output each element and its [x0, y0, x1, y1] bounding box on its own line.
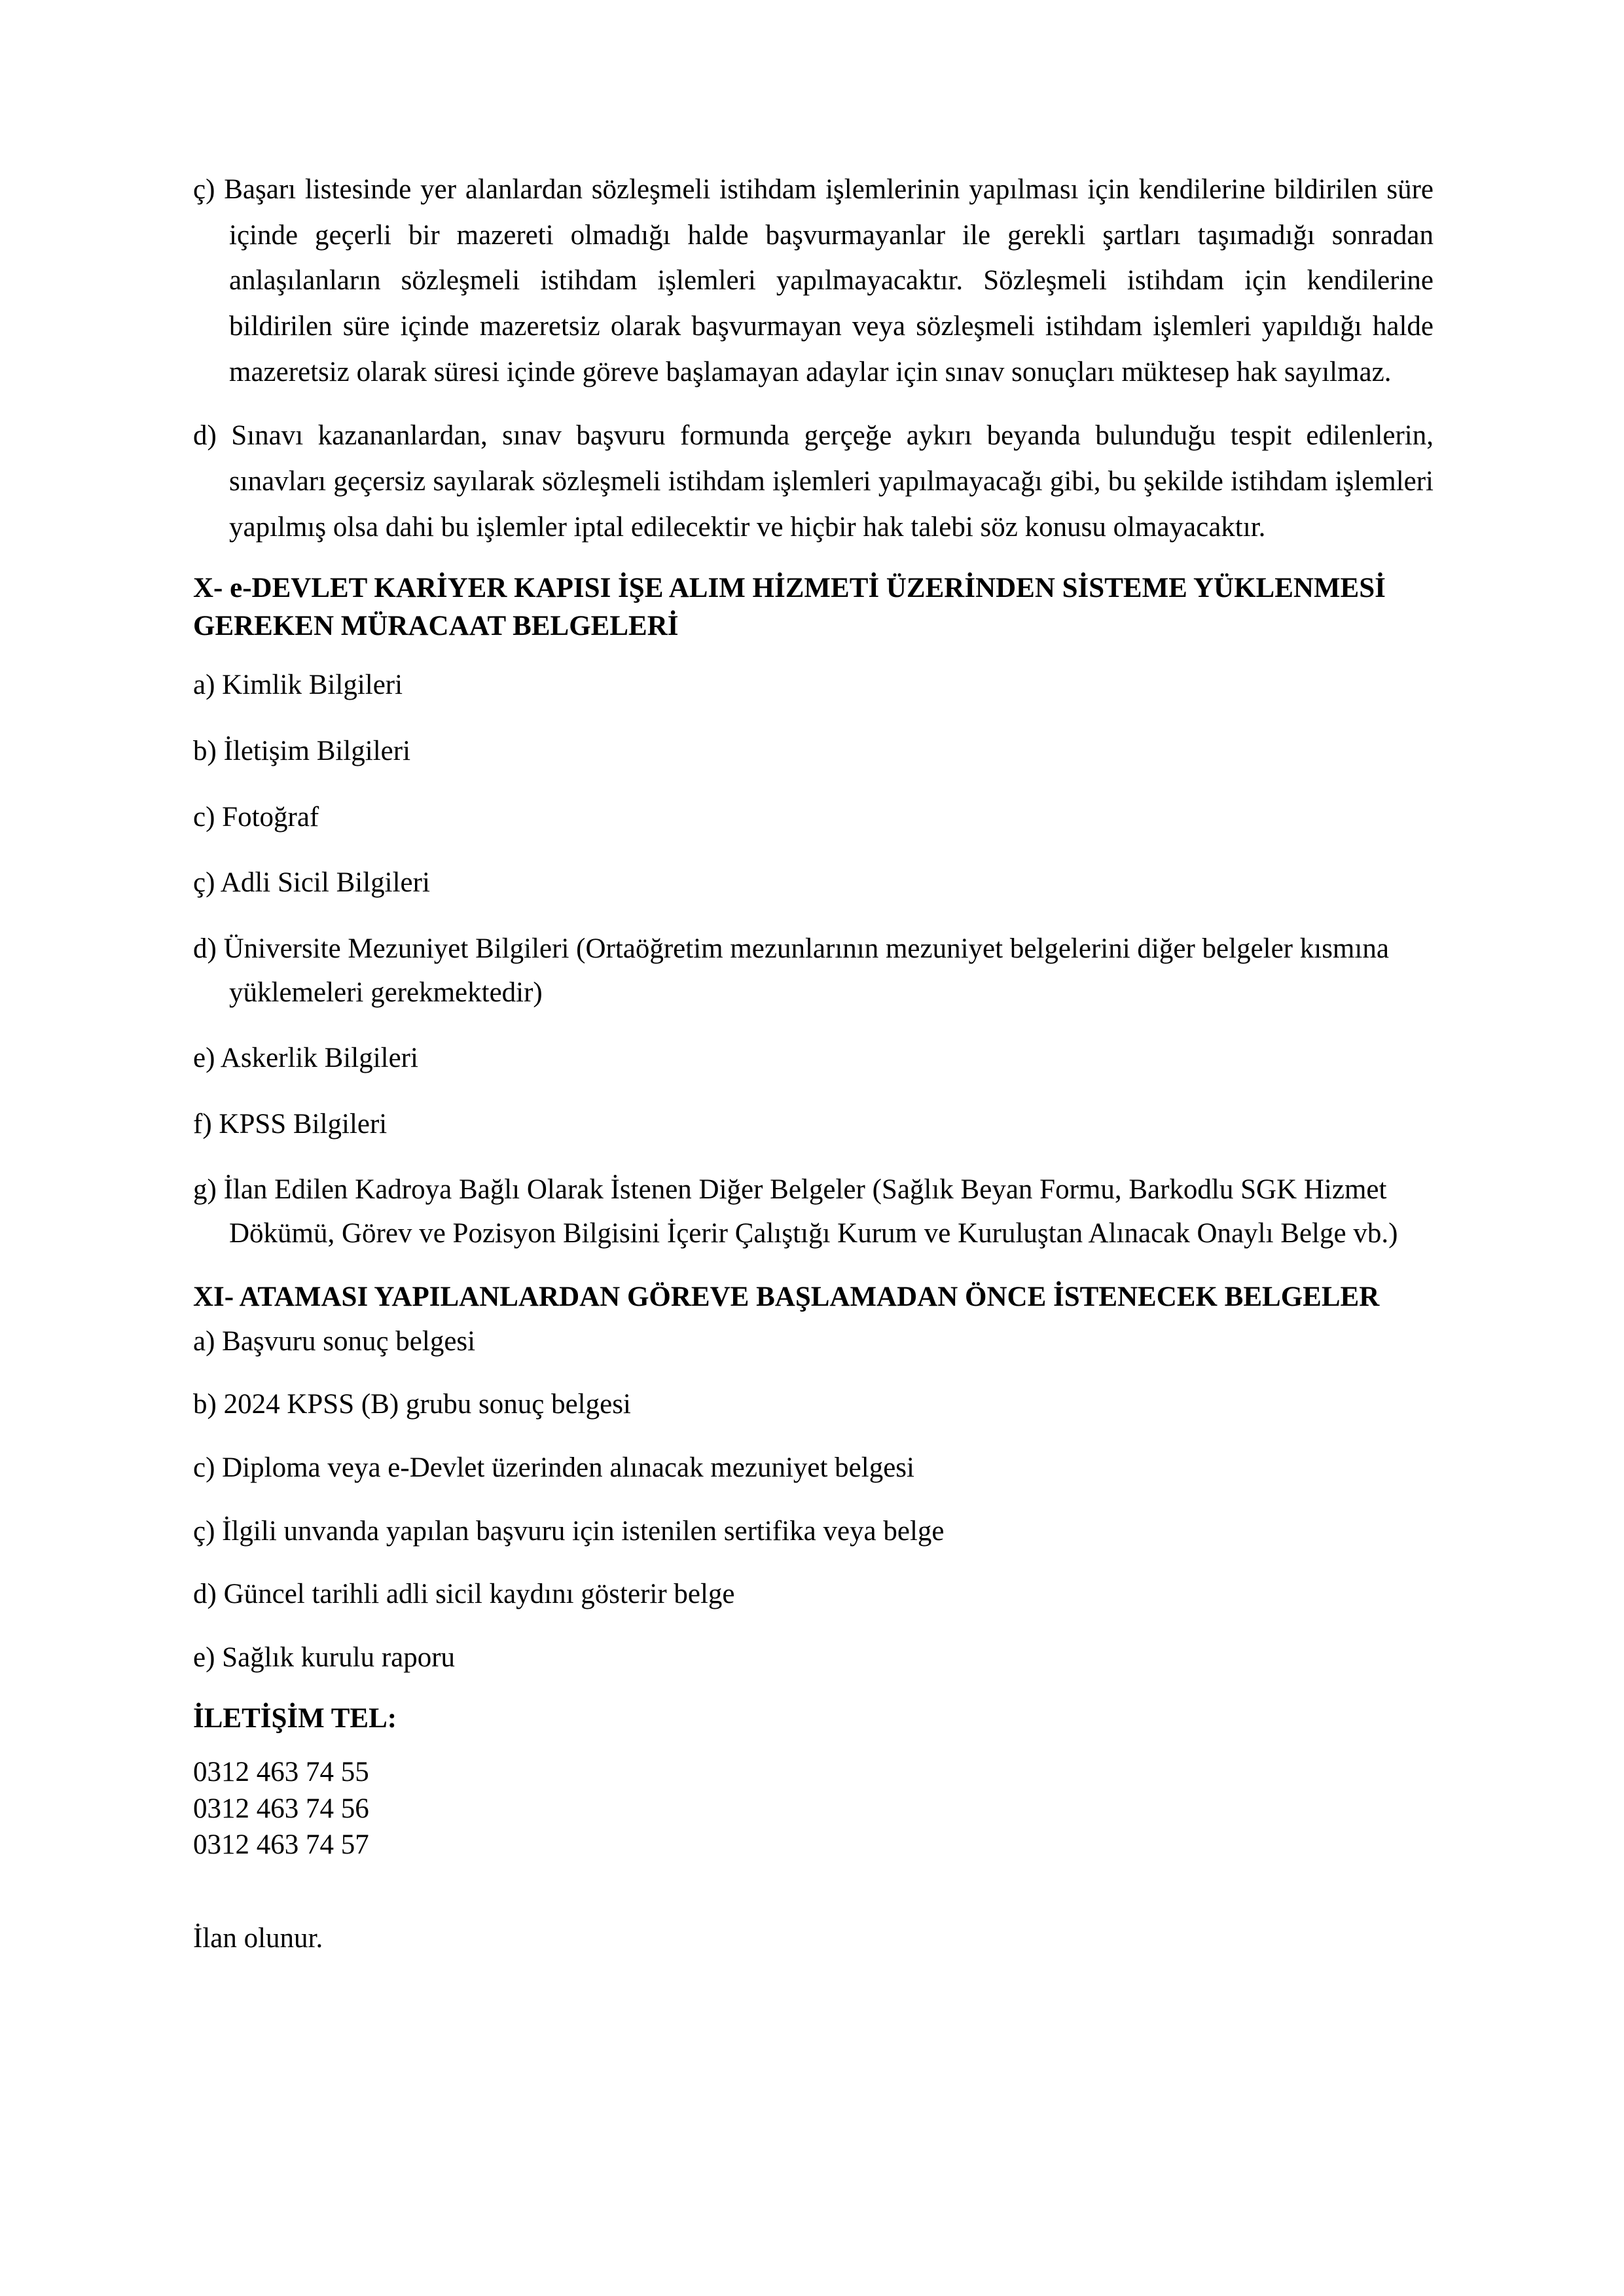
- list-item-x-c: c) Fotoğraf: [193, 801, 319, 833]
- list-item-xi-a: a) Başvuru sonuç belgesi: [193, 1325, 476, 1357]
- list-item-x-cc: ç) Adli Sicil Bilgileri: [193, 867, 430, 899]
- list-item-x-d: d) Üniversite Mezuniyet Bilgileri (Ortaöğretim mezunlarının mezuniyet belgelerini diğer belgeler kısmına yüklemeleri gerekmektedir): [193, 933, 1389, 1008]
- phone-number: 0312 463 74 57: [193, 1829, 369, 1861]
- list-item-xi-c: c) Diploma veya e-Devlet üzerinden alınacak mezuniyet belgesi: [193, 1452, 914, 1484]
- list-item-x-e: e) Askerlik Bilgileri: [193, 1043, 418, 1074]
- list-item-xi-d: d) Güncel tarihli adli sicil kaydını gösterir belge: [193, 1579, 735, 1610]
- section-heading-x: X- e-DEVLET KARİYER KAPISI İŞE ALIM HİZMETİ ÜZERİNDEN SİSTEME YÜKLENMESİ GEREKEN MÜRACAAT BELGELERİ: [193, 573, 1386, 642]
- document-body: [193, 167, 1434, 1954]
- phone-number: 0312 463 74 56: [193, 1793, 369, 1824]
- closing-line: İlan olunur.: [193, 1923, 323, 1954]
- phone-list: [193, 1754, 1434, 1864]
- list-item-x-b: b) İletişim Bilgileri: [193, 735, 411, 766]
- section-heading-xi: XI- ATAMASI YAPILANLARDAN GÖREVE BAŞLAMADAN ÖNCE İSTENECEK BELGELER: [193, 1281, 1380, 1312]
- list-item-x-a: a) Kimlik Bilgileri: [193, 670, 403, 701]
- list-item-xi-cc: ç) İlgili unvanda yapılan başvuru için istenilen sertifika veya belge: [193, 1515, 945, 1547]
- contact-heading: İLETİŞİM TEL:: [193, 1702, 397, 1734]
- phone-number: 0312 463 74 55: [193, 1756, 369, 1787]
- list-item-x-f: f) KPSS Bilgileri: [193, 1108, 388, 1139]
- list-item-x-g: g) İlan Edilen Kadroya Bağlı Olarak İstenen Diğer Belgeler (Sağlık Beyan Formu, Barkodlu SGK Hizmet Dökümü, Görev ve Pozisyon Bilgisini İçerir Çalıştığı Kurum ve Kuruluştan Alınacak Onaylı Belge vb.): [193, 1174, 1398, 1249]
- clause-d-paragraph: d) Sınavı kazananlardan, sınav başvuru formunda gerçeğe aykırı beyanda bulunduğu tespit edilenlerin, sınavları geçersiz sayılarak sözleşmeli istihdam işlemleri yapılmayacağı gibi, bu şekilde istihdam işlemleri yapılmış olsa dahi bu işlemler iptal edilecektir ve hiçbir hak talebi söz konusu olmayacaktır.: [193, 420, 1434, 543]
- list-item-xi-b: b) 2024 KPSS (B) grubu sonuç belgesi: [193, 1389, 631, 1420]
- list-item-xi-e: e) Sağlık kurulu raporu: [193, 1642, 456, 1673]
- clause-c-paragraph: ç) Başarı listesinde yer alanlardan sözleşmeli istihdam işlemlerinin yapılması için kendilerine bildirilen süre içinde geçerli bir mazereti olmadığı halde başvurmayanlar ile gerekli şartları taşımadığı sonradan anlaşılanların sözleşmeli istihdam işlemleri yapılmayacaktır. Sözleşmeli istihdam için kendilerine bildirilen süre içinde mazeretsiz olarak başvurmayan veya sözleşmeli istihdam işlemleri yapıldığı halde mazeretsiz olarak süresi içinde göreve başlamayan adaylar için sınav sonuçları müktesep hak sayılmaz.: [193, 174, 1434, 387]
